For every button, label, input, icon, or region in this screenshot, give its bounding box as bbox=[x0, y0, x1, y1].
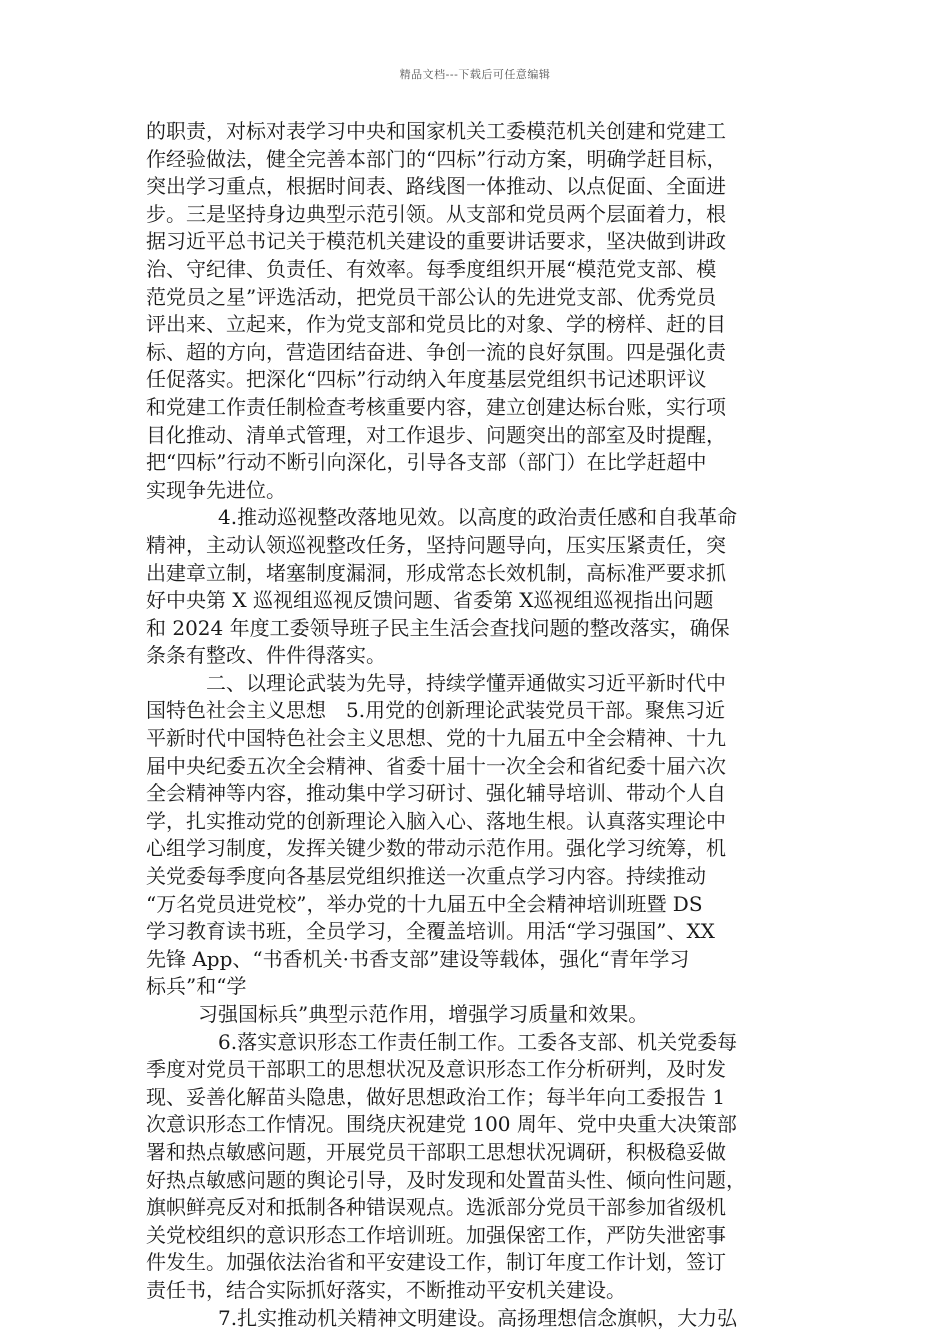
text-line: 作经验做法，健全完善本部门的“四标”行动方案，明确学赶目标， bbox=[146, 146, 727, 171]
text-line: 旗帜鲜亮反对和抵制各种错误观点。选派部分党员干部参加省级机 bbox=[146, 1195, 726, 1220]
text-line: 和党建工作责任制检查考核重要内容，建立创建达标台账，实行项 bbox=[146, 394, 726, 419]
text-line: 目化推动、清单式管理，对工作退步、问题突出的部室及时提醒， bbox=[146, 422, 726, 447]
text-line: 任促落实。把深化“四标”行动纳入年度基层党组织书记述职评议 bbox=[146, 367, 707, 392]
text-line: 习强国标兵”典型示范作用，增强学习质量和效果。 bbox=[198, 1002, 649, 1026]
text-line: 关党委每季度向各基层党组织推送一次重点学习内容。持续推动 bbox=[146, 864, 706, 889]
text-line: 届中央纪委五次全会精神、省委十届十一次全会和省纪委十届六次 bbox=[146, 753, 726, 778]
text-line: 次意识形态工作情况。围绕庆祝建党 100 周年、党中央重大决策部 bbox=[146, 1112, 737, 1137]
text-line: 标、超的方向，营造团结奋进、争创一流的良好氛围。四是强化责 bbox=[146, 339, 726, 364]
text-line: 7.扎实推动机关精神文明建设。高扬理想信念旗帜，大力弘 bbox=[218, 1305, 738, 1330]
text-line: 据习近平总书记关于模范机关建设的重要讲话要求，坚决做到讲政 bbox=[146, 229, 726, 254]
text-line: 署和热点敏感问题，开展党员干部职工思想状况调研，积极稳妥做 bbox=[146, 1139, 726, 1164]
text-line: 心组学习制度，发挥关键少数的带动示范作用。强化学习统筹，机 bbox=[146, 836, 726, 861]
text-line: 和 2024 年度工委领导班子民主生活会查找问题的整改落实，确保 bbox=[146, 615, 730, 640]
text-line: 件发生。加强依法治省和平安建设工作，制订年度工作计划，签订 bbox=[146, 1250, 726, 1275]
text-line: 条条有整改、件件得落实。 bbox=[146, 643, 386, 668]
text-line: 国特色社会主义思想 5.用党的创新理论武装党员干部。聚焦习近 bbox=[146, 698, 726, 723]
text-line: 把“四标”行动不断引向深化，引导各支部（部门）在比学赶超中 bbox=[146, 450, 707, 475]
text-line: 平新时代中国特色社会主义思想、党的十九届五中全会精神、十九 bbox=[146, 726, 726, 751]
text-line: 步。三是坚持身边典型示范引领。从支部和党员两个层面着力，根 bbox=[146, 201, 726, 226]
text-line: 的职责，对标对表学习中央和国家机关工委模范机关创建和党建工 bbox=[146, 119, 726, 143]
text-line: 关党校组织的意识形态工作培训班。加强保密工作，严防失泄密事 bbox=[146, 1222, 726, 1247]
text-line: 现、妥善化解苗头隐患，做好思想政治工作；每半年向工委报告 1 bbox=[146, 1084, 726, 1109]
text-line: 责任书，结合实际抓好落实，不断推动平安机关建设。 bbox=[146, 1277, 626, 1302]
text-line: 二、以理论武装为先导，持续学懂弄通做实习近平新时代中 bbox=[206, 670, 726, 695]
text-line: 4.推动巡视整改落地见效。以高度的政治责任感和自我革命 bbox=[218, 505, 738, 530]
text-line: 学习教育读书班，全员学习，全覆盖培训。用活“学习强国”、XX bbox=[146, 919, 715, 944]
text-line: 学，扎实推动党的创新理论入脑入心、落地生根。认真落实理论中 bbox=[146, 808, 726, 833]
text-line: 标兵”和“学 bbox=[146, 974, 247, 999]
page-header: 精品文档---下载后可任意编辑 bbox=[399, 68, 551, 81]
text-line: 6.落实意识形态工作责任制工作。工委各支部、机关党委每 bbox=[218, 1029, 738, 1054]
text-line: 治、守纪律、负责任、有效率。每季度组织开展“模范党支部、模 bbox=[146, 256, 717, 281]
text-line: 好热点敏感问题的舆论引导，及时发现和处置苗头性、倾向性问题， bbox=[146, 1167, 746, 1192]
text-line: 评出来、立起来，作为党支部和党员比的对象、学的榜样、赶的目 bbox=[146, 312, 726, 337]
text-line: 全会精神等内容，推动集中学习研讨、强化辅导培训、带动个人自 bbox=[146, 781, 726, 806]
text-line: 实现争先进位。 bbox=[146, 477, 286, 502]
text-line: 精神，主动认领巡视整改任务，坚持问题导向，压实压紧责任，突 bbox=[146, 532, 726, 557]
text-line: 范党员之星”评选活动，把党员干部公认的先进党支部、优秀党员 bbox=[146, 284, 717, 309]
text-line: “万名党员进党校”，举办党的十九届五中全会精神培训班暨 DS bbox=[146, 891, 703, 916]
text-line: 出建章立制，堵塞制度漏洞，形成常态长效机制，高标准严要求抓 bbox=[146, 560, 726, 585]
text-line: 季度对党员干部职工的思想状况及意识形态工作分析研判，及时发 bbox=[146, 1057, 726, 1082]
text-line: 好中央第 X 巡视组巡视反馈问题、省委第 X巡视组巡视指出问题 bbox=[146, 588, 714, 613]
text-line: 先锋 App、“书香机关·书香支部”建设等载体，强化“青年学习 bbox=[146, 946, 690, 971]
document-body bbox=[146, 118, 810, 1332]
text-line: 突出学习重点，根据时间表、路线图一体推动、以点促面、全面进 bbox=[146, 174, 726, 199]
